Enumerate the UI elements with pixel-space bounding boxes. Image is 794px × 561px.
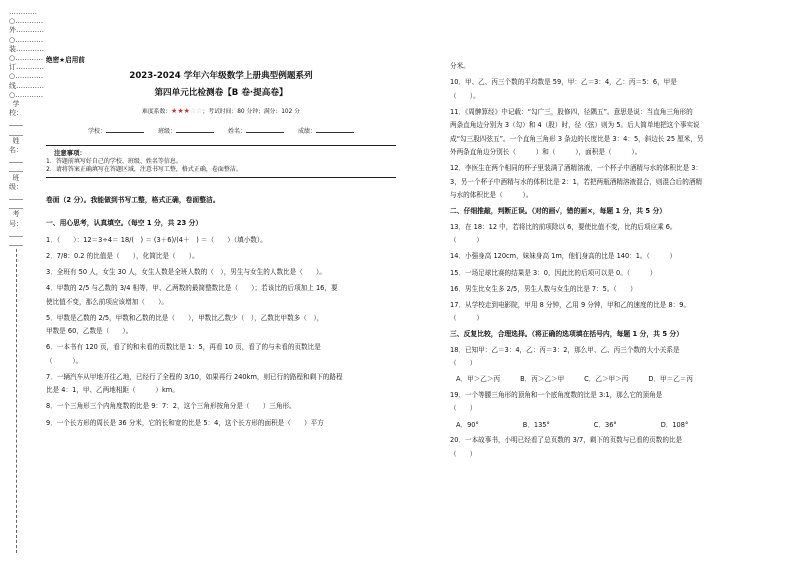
question-7: 7．一辆汽车从甲地开往乙地，已经行了全程的 3/10，如果再行 240km，则已行的路程和剩下的路程: [46, 372, 343, 381]
question-6-cont: （ ）。: [46, 356, 83, 365]
class-field[interactable]: 班级：: [158, 127, 214, 137]
section-2-heading: 二、仔细推敲，判断正误。（对的画√，错的画×，每题 1 分，共 5 分）: [450, 207, 667, 216]
note-item: 1．答题前填写好自己的学校、班级、姓名等信息。: [46, 158, 182, 165]
question-18: 18．已知甲：乙＝3：4，乙：丙＝3：2，那么甲、乙、丙三个数的大小关系是: [450, 345, 680, 354]
option-a[interactable]: A．90°: [456, 420, 479, 429]
question-13: 13．在 18：12 中，若将比的前项除以 6，要使比值不变，比的后项应乘 6。: [450, 222, 677, 231]
note-item: 2．请将答案正确填写在答题区域，注意书写工整，格式正确，卷面整洁。: [46, 166, 242, 174]
question-17: 17．从学校走到电影院，甲用 8 分钟，乙用 9 分钟，甲和乙的速度的比是 8：9。: [450, 300, 691, 309]
question-4-cont: 使比值不变，那么前项应该增加（ ）。: [46, 297, 168, 306]
question-18-options: [450, 375, 788, 385]
question-6: 6．一本书有 120 页，看了的和未看的页数比是 1：5，再看 10 页，看了的与未看的页数比是: [46, 343, 321, 352]
secret-mark: 绝密★启用前: [46, 56, 85, 64]
time-score: ；考试时间：80 分钟；满分：102 分: [202, 108, 300, 115]
question-20-blank: （ ）: [450, 449, 477, 458]
question-5: 5．甲数是乙数的 2/5，甲数和乙数的比是（ ），甲数比乙数少（ ），乙数比甲数多（ ），: [46, 313, 324, 322]
question-4: 4．甲数的 2/5 与乙数的 3/4 相等，甲、乙两数的最简整数比是（ ）；若该比的后项加上 16，要: [46, 284, 338, 293]
divider: [46, 145, 396, 146]
option-b[interactable]: B．丙＞乙＞甲: [520, 375, 565, 384]
question-9: 9．一个长方形的周长是 36 分米，它的长和宽的比是 5：4，这个长方形的面积是（ ）平方: [46, 418, 324, 427]
question-7-cont: 比是 4：1，甲、乙两地相距（ ）km。: [46, 386, 179, 395]
question-11: 11．《周髀算经》中记载：“勾广三，股修四，径隅五”。意思是说：当直角三角形的: [450, 107, 693, 116]
question-10: 10．甲、乙、丙三个数的平均数是 59，甲：乙＝3：4，乙：丙＝5：6，甲是: [450, 78, 677, 87]
question-1: 1．（ ）：12＝3÷4＝ 18/( ) ＝ (3＋6)/(4＋ ) ＝（ ）（填小数）。: [46, 235, 267, 244]
question-19: 19．一个等腰三角形的顶角和一个底角度数的比是 3:1，那么它的顶角是: [450, 390, 663, 399]
option-d[interactable]: D．108°: [660, 420, 689, 429]
question-12-line3: 与水的体积比是（ ）。: [450, 191, 533, 200]
section-3-heading: 三、反复比较，合理选择。（将正确的选项填在括号内，每题 1 分，共 5 分）: [450, 330, 684, 339]
handwriting-note: 卷面（2 分）。我能做到书写工整，格式正确，卷面整洁。: [46, 195, 220, 204]
exam-meta: [46, 107, 396, 118]
question-3: 3．全班有 50 人，女生 30 人，女生人数是全班人数的（ ），男生与女生的人数比是（ ）。: [46, 268, 326, 276]
exam-series-title: 2023-2024 学年六年级数学上册典型例题系列: [129, 70, 313, 81]
question-13-blank: （ ）: [450, 236, 483, 245]
notes-heading: 注意事项：: [54, 148, 86, 157]
question-11-line2: 两条直角边分别为 3（勾）和 4（股）时，径（弦）则为 5。后人简单地把这个事实说: [450, 121, 700, 130]
question-11-line3: 成“勾三股四弦五”。一个直角三角形 3 条边的长度比是 3：4：5，斜边长 25 厘米，另: [450, 134, 704, 143]
left-column: [46, 56, 396, 435]
question-14: 14．小强身高 120cm，妹妹身高 1m，他们身高的比是 140：1。（ ）: [450, 252, 677, 261]
question-5-cont: 甲数是 60，乙数是（ ）。: [46, 327, 133, 336]
question-8: 8．一个三角形三个内角度数的比是 9：7：2，这个三角形按角分是（ ）三角形。: [46, 402, 296, 411]
option-c[interactable]: C．36°: [593, 420, 617, 429]
star-empty-icon: ☆☆: [189, 106, 203, 115]
exam-title: 第四单元比检测卷【B 卷·提高卷】: [154, 88, 288, 98]
question-20: 20．一本故事书，小明已经看了总页数的 3/7，剩下的页数与已看的页数的比是: [450, 436, 683, 445]
score-field[interactable]: 成绩：: [298, 127, 354, 137]
name-field[interactable]: 姓名：: [228, 127, 284, 137]
question-18-blank: （ ）: [450, 359, 477, 368]
question-11-line4: 外两条直角边分别长（ ）和（ ），面积是（ ）。: [450, 148, 642, 157]
question-10-cont: （ ）。: [450, 91, 480, 100]
question-15: 15．一场足球比赛的结果是 3：0，因此比的后项可以是 0。（ ）: [450, 268, 657, 277]
star-filled-icon: ★★★: [171, 106, 190, 115]
option-a[interactable]: A．甲＞乙＞丙: [456, 375, 501, 384]
option-c[interactable]: C．乙＞甲＞丙: [584, 375, 629, 384]
school-field[interactable]: 学校：: [88, 127, 144, 137]
question-16: 16．男生比女生多 2/5，男生人数与女生的比是 7：5。（ ）: [450, 284, 637, 293]
question-17-blank: （ ）: [450, 314, 483, 323]
option-b[interactable]: B．135°: [522, 420, 550, 429]
right-column: [450, 62, 788, 466]
student-info-fields: [46, 127, 396, 137]
question-9-cont: 分米。: [450, 62, 470, 70]
question-19-options: [450, 421, 788, 431]
divider: [46, 177, 396, 178]
question-2: 2．7/8：0.2 的比值是（ ），化简比是（ ）。: [46, 251, 199, 260]
question-12: 12．李医生在两个相同的杯子里装满了酒精溶液，一个杯子中酒精与水的体积比是 3：: [450, 164, 703, 173]
section-1-heading: 一、用心思考，认真填空。（每空 1 分，共 23 分）: [46, 219, 203, 228]
gutter-text: …………○…………外…………○…………装…………○…………订…………○…………线…………○…………学校：________姓名：________班级：________考号：________: [9, 8, 44, 247]
question-12-line2: 3，另一个杯子中酒精与水的体积比是 2：1，若把两瓶酒精溶液混合，则混合后的酒精: [450, 177, 703, 186]
binding-gutter: [0, 0, 44, 561]
difficulty-label: 难度系数：: [142, 108, 172, 115]
option-d[interactable]: D．甲＝乙＝丙: [648, 375, 693, 384]
difficulty-stars: [171, 107, 202, 115]
question-19-blank: （ ）: [450, 404, 477, 413]
